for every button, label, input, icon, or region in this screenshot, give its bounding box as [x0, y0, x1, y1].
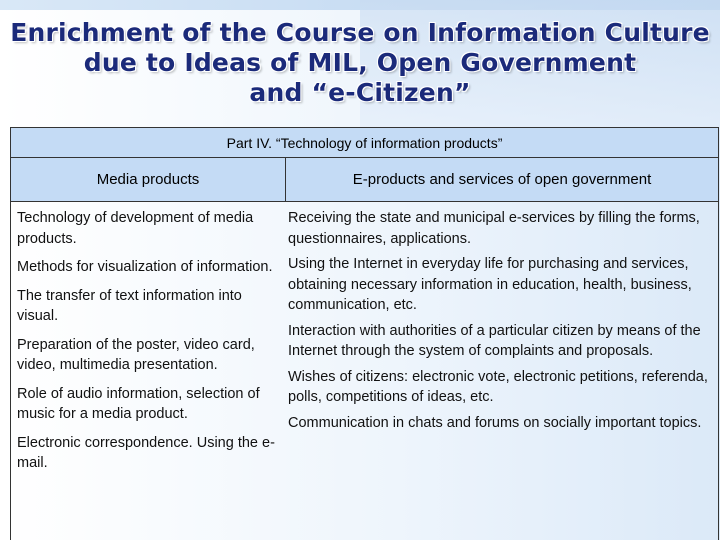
part-header: Part IV. “Technology of information products”: [11, 128, 719, 158]
media-item: Electronic correspondence. Using the e-mail.: [17, 434, 275, 471]
media-item: Role of audio information, selection of music for a media product.: [17, 385, 260, 422]
column-header-e-products: E-products and services of open government: [286, 158, 719, 202]
e-product-item: Receiving the state and municipal e-services by filling the forms, questionnaires, applications.: [288, 210, 700, 247]
slide-title: [0, 18, 720, 108]
title-line-3: and “e-Citizen”: [249, 78, 471, 107]
media-item: The transfer of text information into visual.: [17, 287, 242, 324]
e-product-item: Interaction with authorities of a particular citizen by means of the Internet through the system of complaints and proposals.: [288, 322, 701, 359]
media-item: Methods for visualization of information.: [17, 259, 273, 275]
media-item: Technology of development of media products.: [17, 210, 254, 247]
title-line-1: Enrichment of the Course on Information Culture: [10, 18, 710, 47]
e-products-column: [286, 202, 719, 540]
e-product-item: Wishes of citizens: electronic vote, electronic petitions, referenda, polls, competitions of ideas, etc.: [288, 368, 708, 405]
e-product-item: Using the Internet in everyday life for purchasing and services, obtaining necessary information in education, health, business, communication, etc.: [288, 256, 692, 313]
title-line-2: due to Ideas of MIL, Open Government: [83, 48, 637, 77]
media-products-column: [11, 202, 286, 540]
e-product-item: Communication in chats and forums on socially important topics.: [288, 414, 702, 431]
column-header-media-products: Media products: [11, 158, 286, 202]
media-item: Preparation of the poster, video card, video, multimedia presentation.: [17, 336, 255, 373]
content-table: [10, 127, 719, 540]
